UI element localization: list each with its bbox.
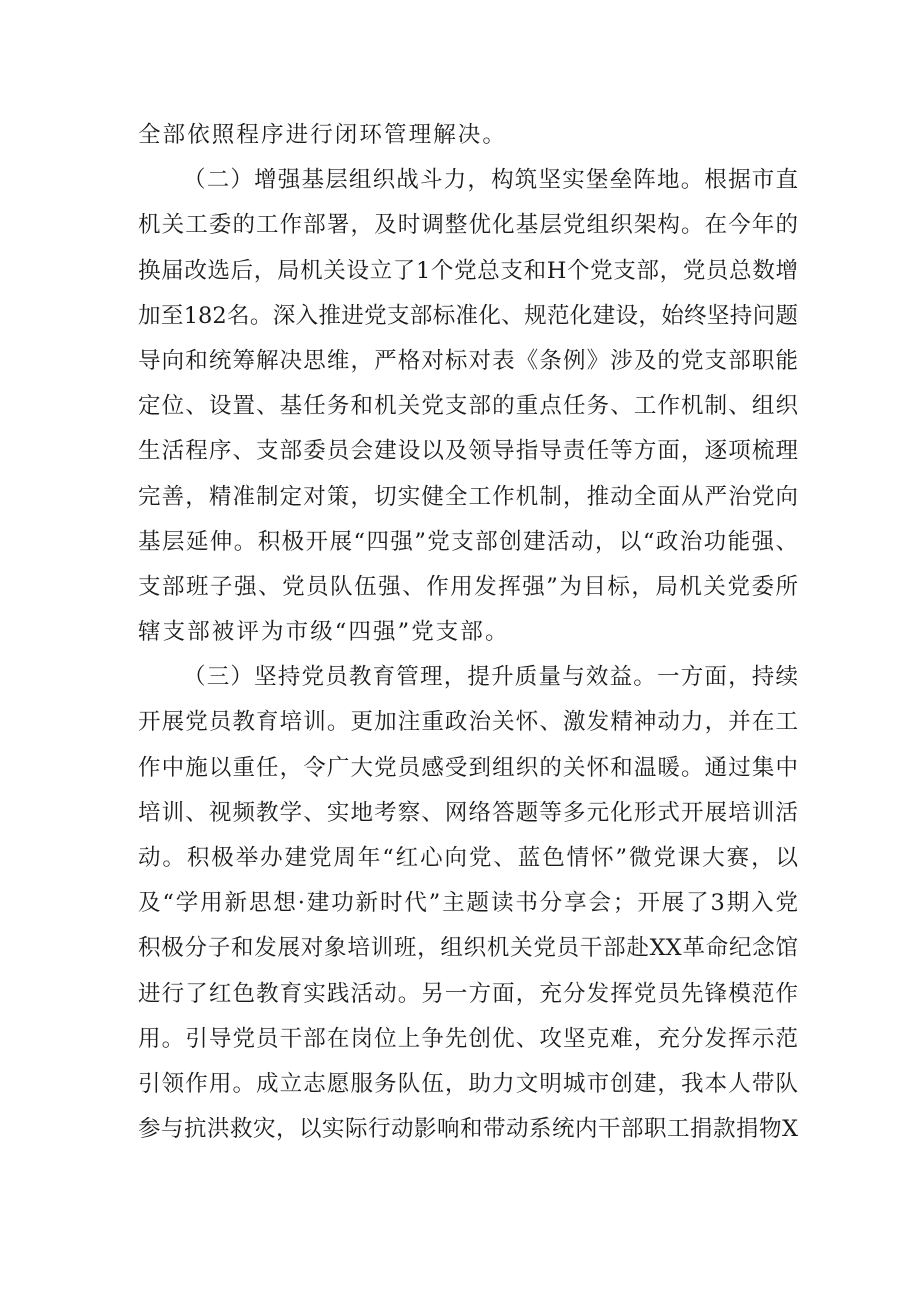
text-line: 动。积极举办建党周年“红心向党、蓝色情怀”微党课大赛，以 (138, 845, 798, 871)
text-line: 培训、视频教学、实地考察、网络答题等多元化形式开展培训活 (138, 799, 798, 826)
text-line: 机关工委的工作部署，及时调整优化基层党组织架构。在今年的 (138, 212, 798, 239)
text-line: 进行了红色教育实践活动。另一方面，充分发挥党员先锋模范作 (138, 980, 798, 1007)
text-line: 积极分子和发展对象培训班，组织机关党员干部赴XX革命纪念馆 (138, 935, 798, 962)
text-line: （二）增强基层组织战斗力，构筑坚实堡垒阵地。根据市直 (183, 167, 798, 194)
text-line: （三）坚持党员教育管理，提升质量与效益。一方面，持续 (183, 664, 798, 691)
text-line: 及“学用新思想·建功新时代”主题读书分享会；开展了3期入党 (138, 890, 798, 917)
document-body (138, 113, 798, 1152)
text-line: 加至182名。深入推进党支部标准化、规范化建设，始终坚持问题 (138, 302, 798, 329)
text-line: 完善，精准制定对策，切实健全工作机制，推动全面从严治党向 (138, 483, 798, 510)
text-line: 作中施以重任，令广大党员感受到组织的关怀和温暖。通过集中 (138, 754, 798, 781)
text-line: 定位、设置、基任务和机关党支部的重点任务、工作机制、组织 (138, 393, 798, 420)
text-line: 全部依照程序进行闭环管理解决。 (138, 122, 508, 148)
text-line: 生活程序、支部委员会建设以及领导指导责任等方面，逐项梳理 (138, 438, 798, 465)
text-line: 开展党员教育培训。更加注重政治关怀、激发精神动力，并在工 (138, 709, 798, 736)
text-line: 辖支部被评为市级“四强”党支部。 (138, 619, 510, 646)
text-line: 支部班子强、党员队伍强、作用发挥强”为目标，局机关党委所 (138, 573, 798, 600)
text-line: 引领作用。成立志愿服务队伍，助力文明城市创建，我本人带队 (138, 1070, 798, 1097)
text-line: 导向和统筹解决思维，严格对标对表《条例》涉及的党支部职能 (138, 347, 798, 374)
text-line: 基层延伸。积极开展“四强”党支部创建活动，以“政治功能强、 (138, 528, 798, 555)
text-line: 参与抗洪救灾，以实际行动影响和带动系统内干部职工捐款捐物X (138, 1116, 798, 1143)
text-line: 用。引导党员干部在岗位上争先创优、攻坚克难，充分发挥示范 (138, 1025, 798, 1052)
text-line: 换届改选后，局机关设立了1个党总支和H个党支部，党员总数增 (138, 257, 798, 284)
